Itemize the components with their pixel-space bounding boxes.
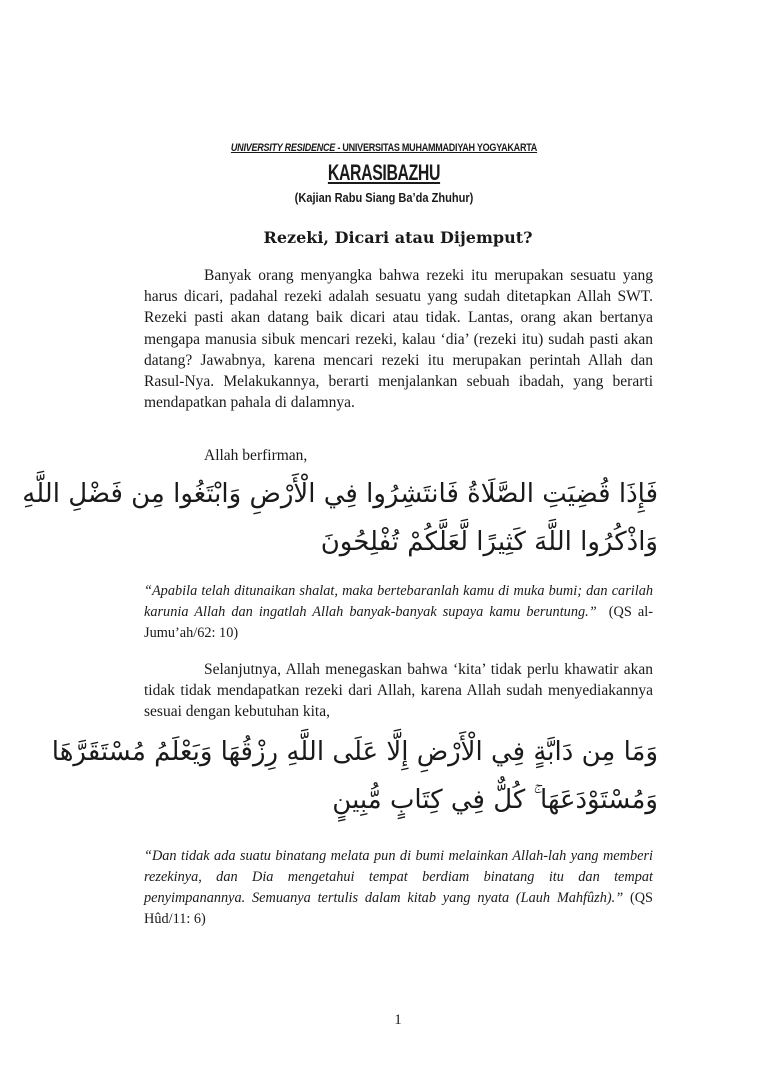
header-institution-line: [69, 142, 699, 154]
document-subtitle: (Kajian Rabu Siang Ba’da Zhuhur): [294, 190, 474, 205]
verse-2-arabic: [51, 728, 658, 824]
verse-2-reference: (QS Hûd/11: 6): [144, 890, 653, 927]
header-separator: -: [335, 142, 343, 154]
verse-1-arabic-line-1: فَإِذَا قُضِيَتِ الصَّلَاةُ فَانتَشِرُوا فِي الْأَرْضِ وَابْتَغُوا مِن فَضْلِ اللَّهِ: [22, 479, 658, 509]
verse-1-translation: [144, 581, 653, 644]
verse-2-arabic-line-2: وَمُسْتَوْدَعَهَا ۚ كُلٌّ فِي كِتَابٍ مُّبِينٍ: [332, 785, 658, 815]
paragraph-2: [144, 659, 653, 723]
paragraph-1-text: Banyak orang menyangka bahwa rezeki itu merupakan sesuatu yang harus dicari, padahal rezeki adalah sesuatu yang sudah ditetapkan Allah SWT. Rezeki pasti akan datang baik dicari atau tidak. Lantas, orang akan bertanya mengapa manusia sibuk mencari rezeki, kalau ‘dia’ (rezeki itu) sudah pasti akan datang? Jawabnya, karena mencari rezeki itu merupakan perintah Allah dan Rasul-Nya. Melakukannya, berarti menjalankan sebuah ibadah, yang berarti mendapatkan pahala di dalamnya.: [144, 267, 653, 412]
verse-2-translation: [144, 846, 653, 930]
verse-1-reference: (QS al-Jumu’ah/62: 10): [144, 604, 653, 641]
verse-2-translation-text: “Dan tidak ada suatu binatang melata pun di bumi melainkan Allah-lah yang memberi rezekinya, dan Dia mengetahui tempat berdiam binatang itu dan tempat penyimpanannya. Semuanya tertulis dalam kitab yang nyata (Lauh Mahfûzh).”: [144, 848, 653, 906]
page-number: 1: [394, 1012, 402, 1028]
verse-2-arabic-line-1: وَمَا مِن دَابَّةٍ فِي الْأَرْضِ إِلَّا عَلَى اللَّهِ رِزْقُهَا وَيَعْلَمُ مُسْتَقَرَّهَا: [51, 737, 658, 767]
document-title: KARASIBAZHU: [327, 160, 441, 185]
header-institution: UNIVERSITY RESIDENCE: [230, 142, 336, 154]
verse-1-translation-text: “Apabila telah ditunaikan shalat, maka bertebaranlah kamu di muka bumi; dan carilah karunia Allah dan ingatlah Allah banyak-banyak supaya kamu beruntung.”: [144, 583, 653, 620]
paragraph-1: [144, 265, 653, 413]
article-title: Rezeki, Dicari atau Dijemput?: [263, 228, 533, 247]
paragraph-2-text: Selanjutnya, Allah menegaskan bahwa ‘kita’ tidak perlu khawatir akan tidak tidak mendapatkan rezeki dari Allah, karena Allah sudah menyediakannya sesuai dengan kebutuhan kita,: [144, 661, 653, 721]
verse-1-arabic-line-2: وَاذْكُرُوا اللَّهَ كَثِيرًا لَّعَلَّكُمْ تُفْلِحُونَ: [320, 527, 658, 557]
allah-berfirman-text: Allah berfirman,: [204, 447, 308, 464]
verse-1-arabic: [22, 470, 658, 566]
header-university: UNIVERSITAS MUHAMMADIYAH YOGYAKARTA: [342, 142, 538, 154]
paragraph-allah-berfirman: [144, 445, 653, 466]
